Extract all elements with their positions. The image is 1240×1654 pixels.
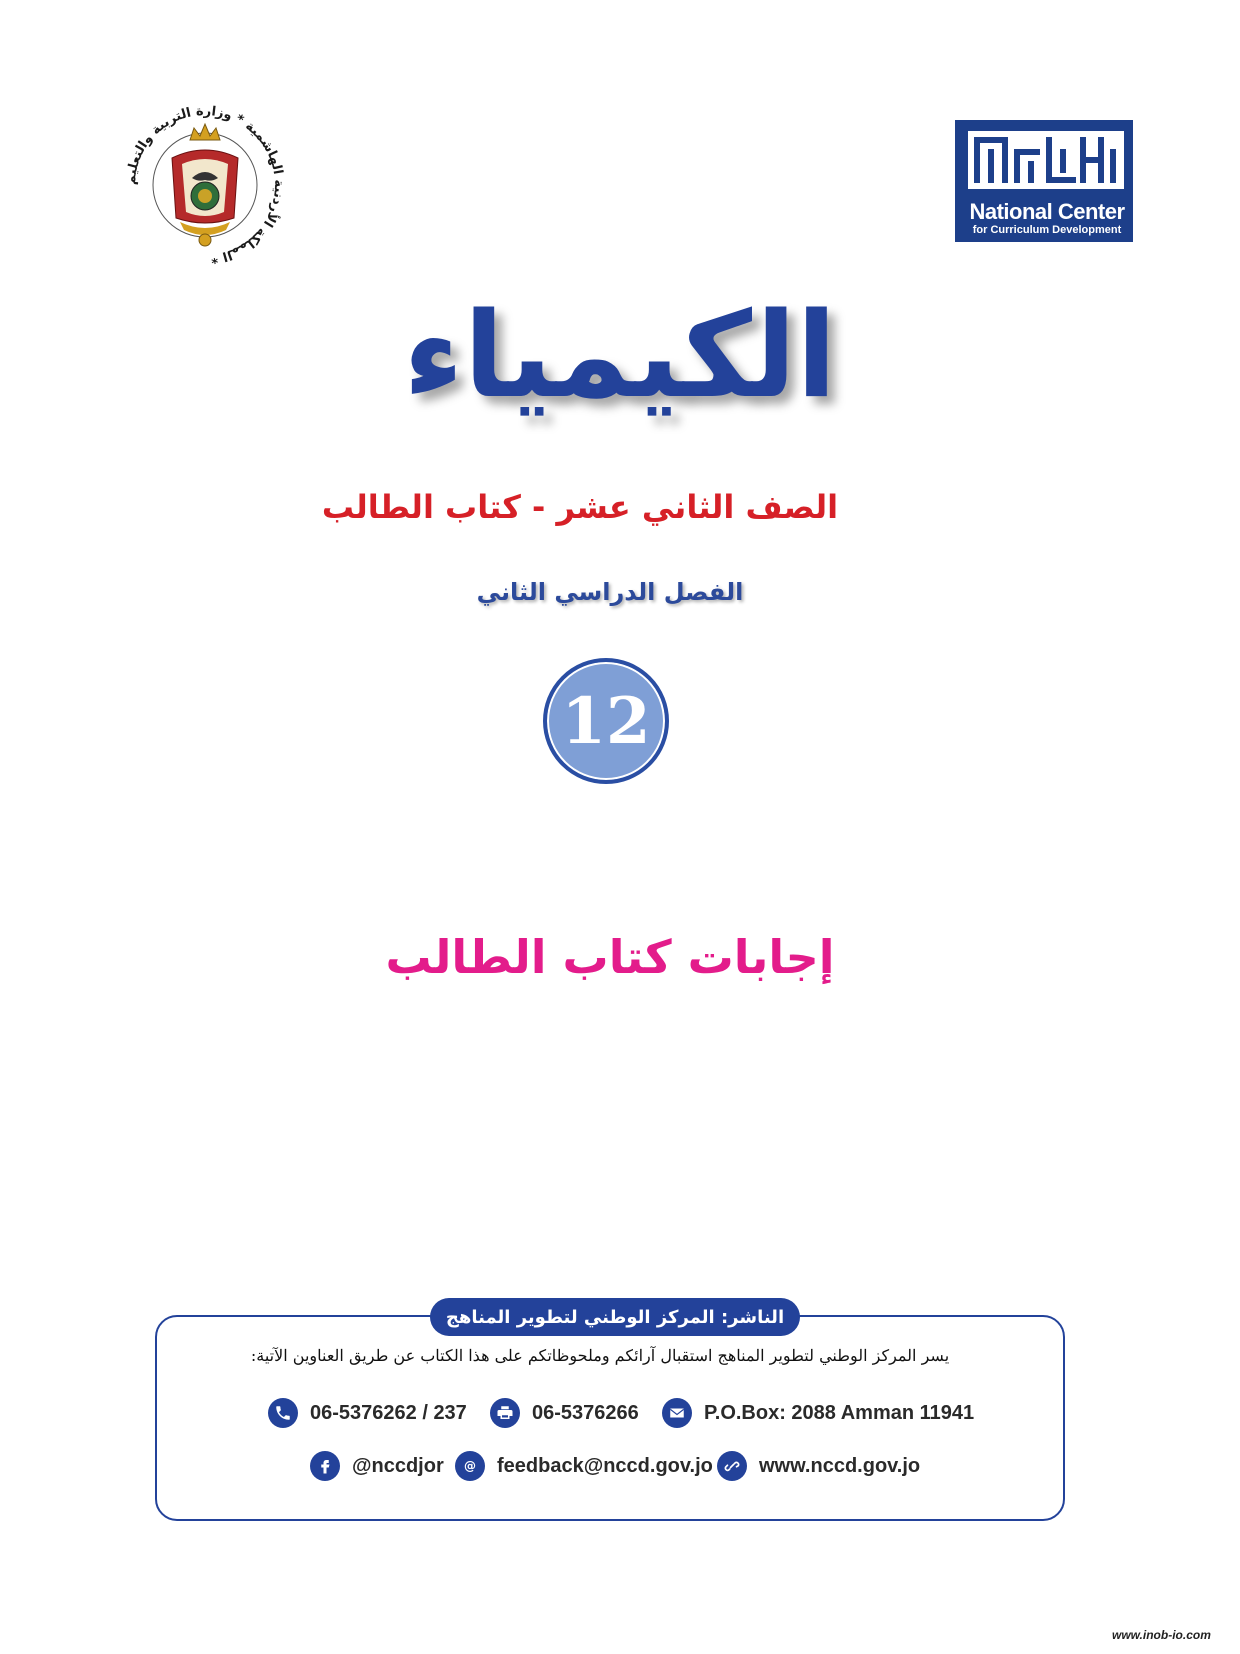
nccd-logo (955, 120, 1133, 242)
contact-website (717, 1451, 920, 1481)
svg-text:@: @ (464, 1458, 476, 1473)
email-address[interactable]: feedback@nccd.gov.jo (497, 1454, 713, 1477)
fax-number: 06-5376266 (532, 1401, 639, 1424)
contact-phone (268, 1398, 467, 1428)
logo-arabic-block (966, 129, 1126, 191)
watermark: www.inob-io.com (1112, 1628, 1211, 1642)
logo-english-name: National Center (969, 199, 1125, 224)
contact-email (455, 1451, 713, 1481)
contact-fax (490, 1398, 639, 1428)
book-title: الكيمياء (403, 286, 837, 424)
answers-title: إجابات كتاب الطالب (385, 930, 835, 984)
publisher-intro: يسر المركز الوطني لتطوير المناهج استقبال آرائكم وملحوظاتكم على هذا الكتاب عن طريق العناوين الآتية: (250, 1346, 950, 1365)
facebook-icon (310, 1451, 340, 1481)
at-sign-icon (455, 1451, 485, 1481)
link-icon (717, 1451, 747, 1481)
semester-label: الفصل الدراسي الثاني (476, 578, 744, 606)
mail-envelope-icon (662, 1398, 692, 1428)
grade-number-badge: 12 (543, 658, 669, 784)
pobox-address: P.O.Box: 2088 Amman 11941 (704, 1401, 975, 1424)
ministry-seal (120, 100, 290, 270)
grade-subtitle: الصف الثاني عشر - كتاب الطالب (321, 488, 839, 526)
contact-pobox (662, 1398, 974, 1428)
contact-facebook (310, 1451, 444, 1481)
seal-text: المملكة الأردنية الهاشمية * وزارة التربية والتعليم * (123, 103, 287, 266)
logo-english-subtitle: for Curriculum Development (972, 224, 1122, 236)
phone-number: 06-5376262 / 237 (310, 1401, 467, 1424)
facebook-handle[interactable]: @nccdjor (352, 1454, 444, 1477)
phone-icon (268, 1398, 298, 1428)
printer-icon (490, 1398, 520, 1428)
publisher-label: الناشر: المركز الوطني لتطوير المناهج (430, 1298, 800, 1336)
website-url[interactable]: www.nccd.gov.jo (759, 1454, 921, 1477)
